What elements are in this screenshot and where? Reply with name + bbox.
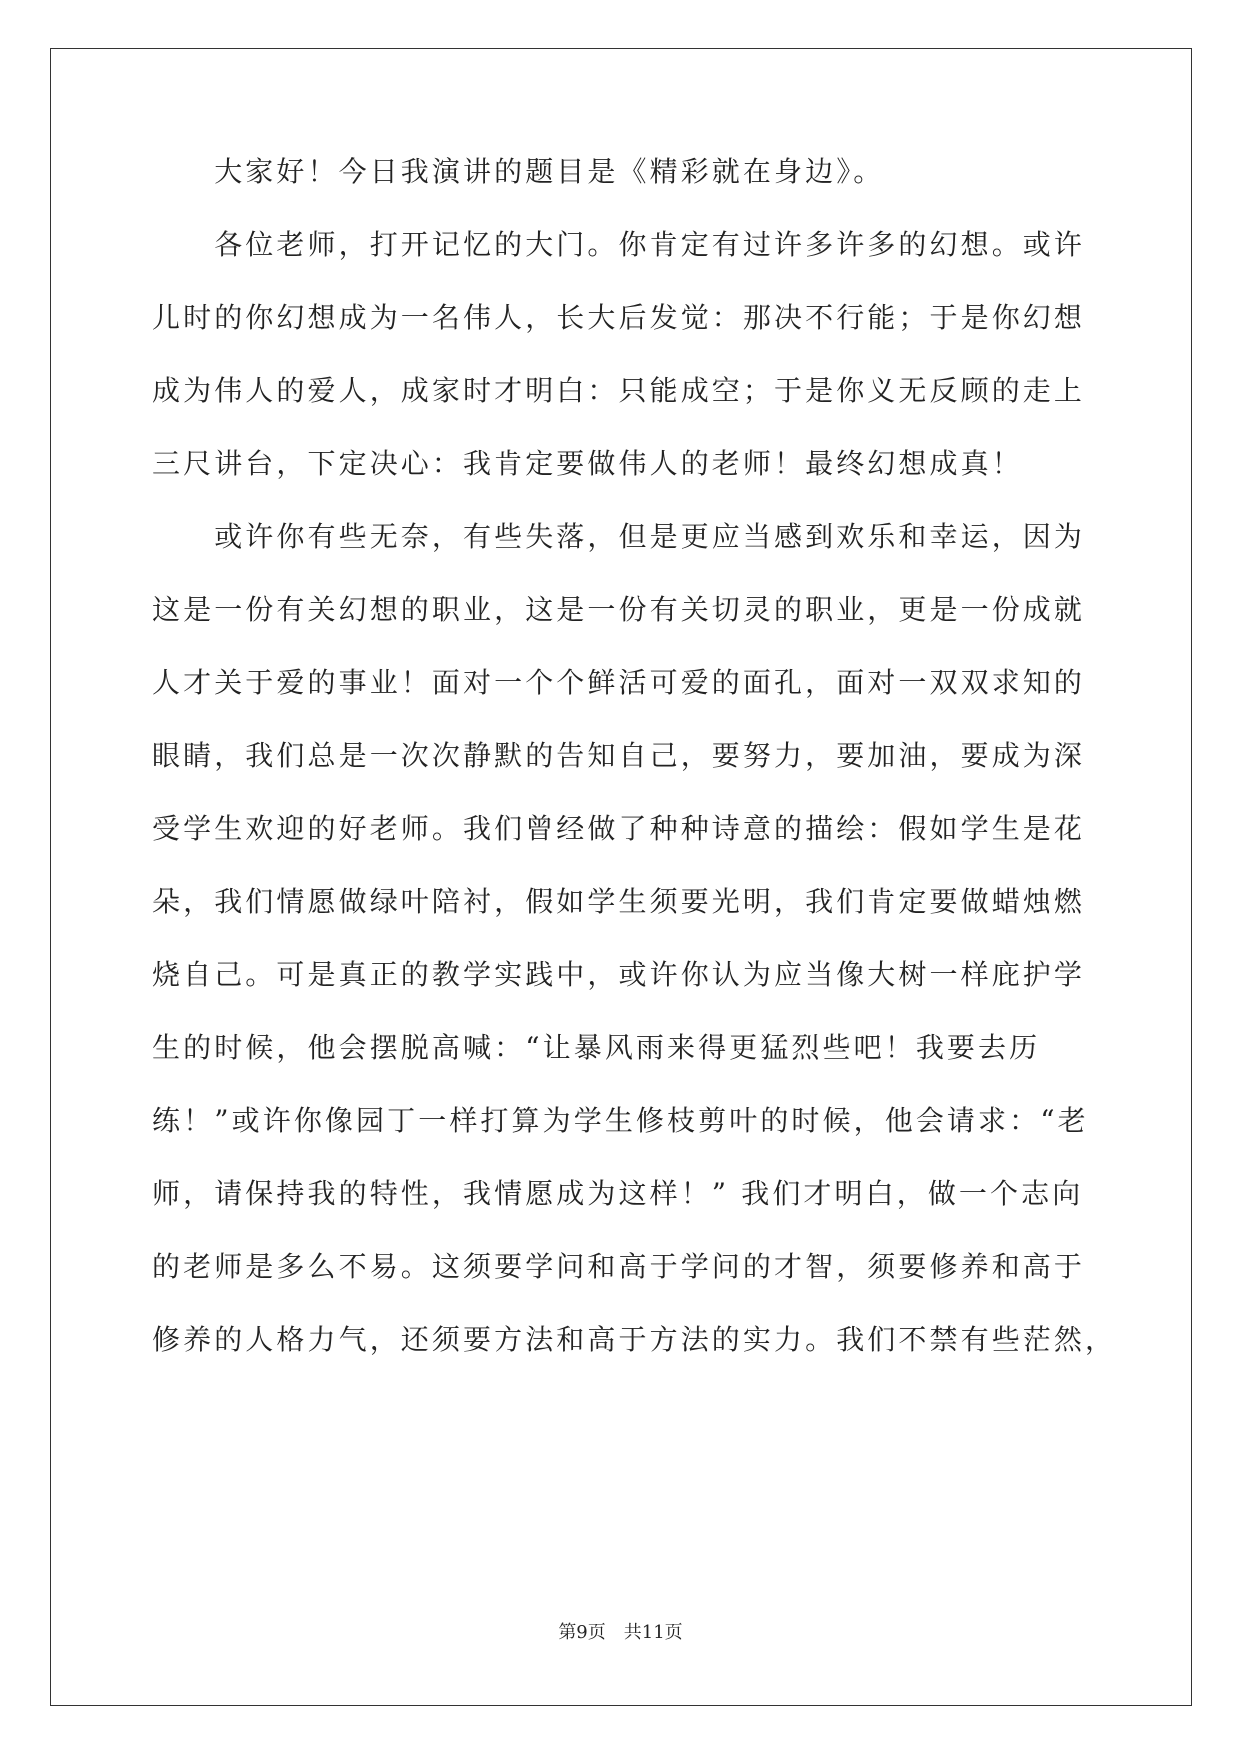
page-border <box>50 48 1192 1706</box>
text-line: 师，请保持我的特性，我情愿成为这样！” 我们才明白，做一个志向 <box>152 1177 1084 1210</box>
text-line: 眼睛，我们总是一次次静默的告知自己，要努力，要加油，要成为深 <box>152 739 1086 772</box>
text-line: 烧自己。可是真正的教学实践中，或许你认为应当像大树一样庇护学 <box>152 958 1086 991</box>
text-line: 三尺讲台，下定决心：我肯定要做伟人的老师！最终幻想成真！ <box>152 447 1023 480</box>
text-line: 生的时候，他会摆脱高喊：“让暴风雨来得更猛烈些吧！我要去历 <box>152 1031 1041 1064</box>
text-line: 儿时的你幻想成为一名伟人，长大后发觉：那决不行能；于是你幻想 <box>152 301 1086 334</box>
text-line: 或许你有些无奈，有些失落，但是更应当感到欢乐和幸运，因为 <box>152 520 1086 553</box>
text-line: 这是一份有关幻想的职业，这是一份有关切灵的职业，更是一份成就 <box>152 593 1086 626</box>
text-line: 受学生欢迎的好老师。我们曾经做了种种诗意的描绘：假如学生是花 <box>152 812 1086 845</box>
text-line: 练！”或许你像园丁一样打算为学生修枝剪叶的时候，他会请求：“老 <box>152 1104 1089 1137</box>
text-line: 各位老师，打开记忆的大门。你肯定有过许多许多的幻想。或许 <box>152 228 1086 261</box>
text-line: 朵，我们情愿做绿叶陪衬，假如学生须要光明，我们肯定要做蜡烛燃 <box>152 885 1086 918</box>
text-line: 大家好！今日我演讲的题目是《精彩就在身边》。 <box>152 155 885 188</box>
text-line: 人才关于爱的事业！面对一个个鲜活可爱的面孔，面对一双双求知的 <box>152 666 1086 699</box>
text-line: 修养的人格力气，还须要方法和高于方法的实力。我们不禁有些茫然， <box>152 1323 1117 1356</box>
text-line: 成为伟人的爱人，成家时才明白：只能成空；于是你义无反顾的走上 <box>152 374 1086 407</box>
page-number: 第9页 共11页 <box>558 1622 683 1643</box>
text-line: 的老师是多么不易。这须要学问和高于学问的才智，须要修养和高于 <box>152 1250 1086 1283</box>
